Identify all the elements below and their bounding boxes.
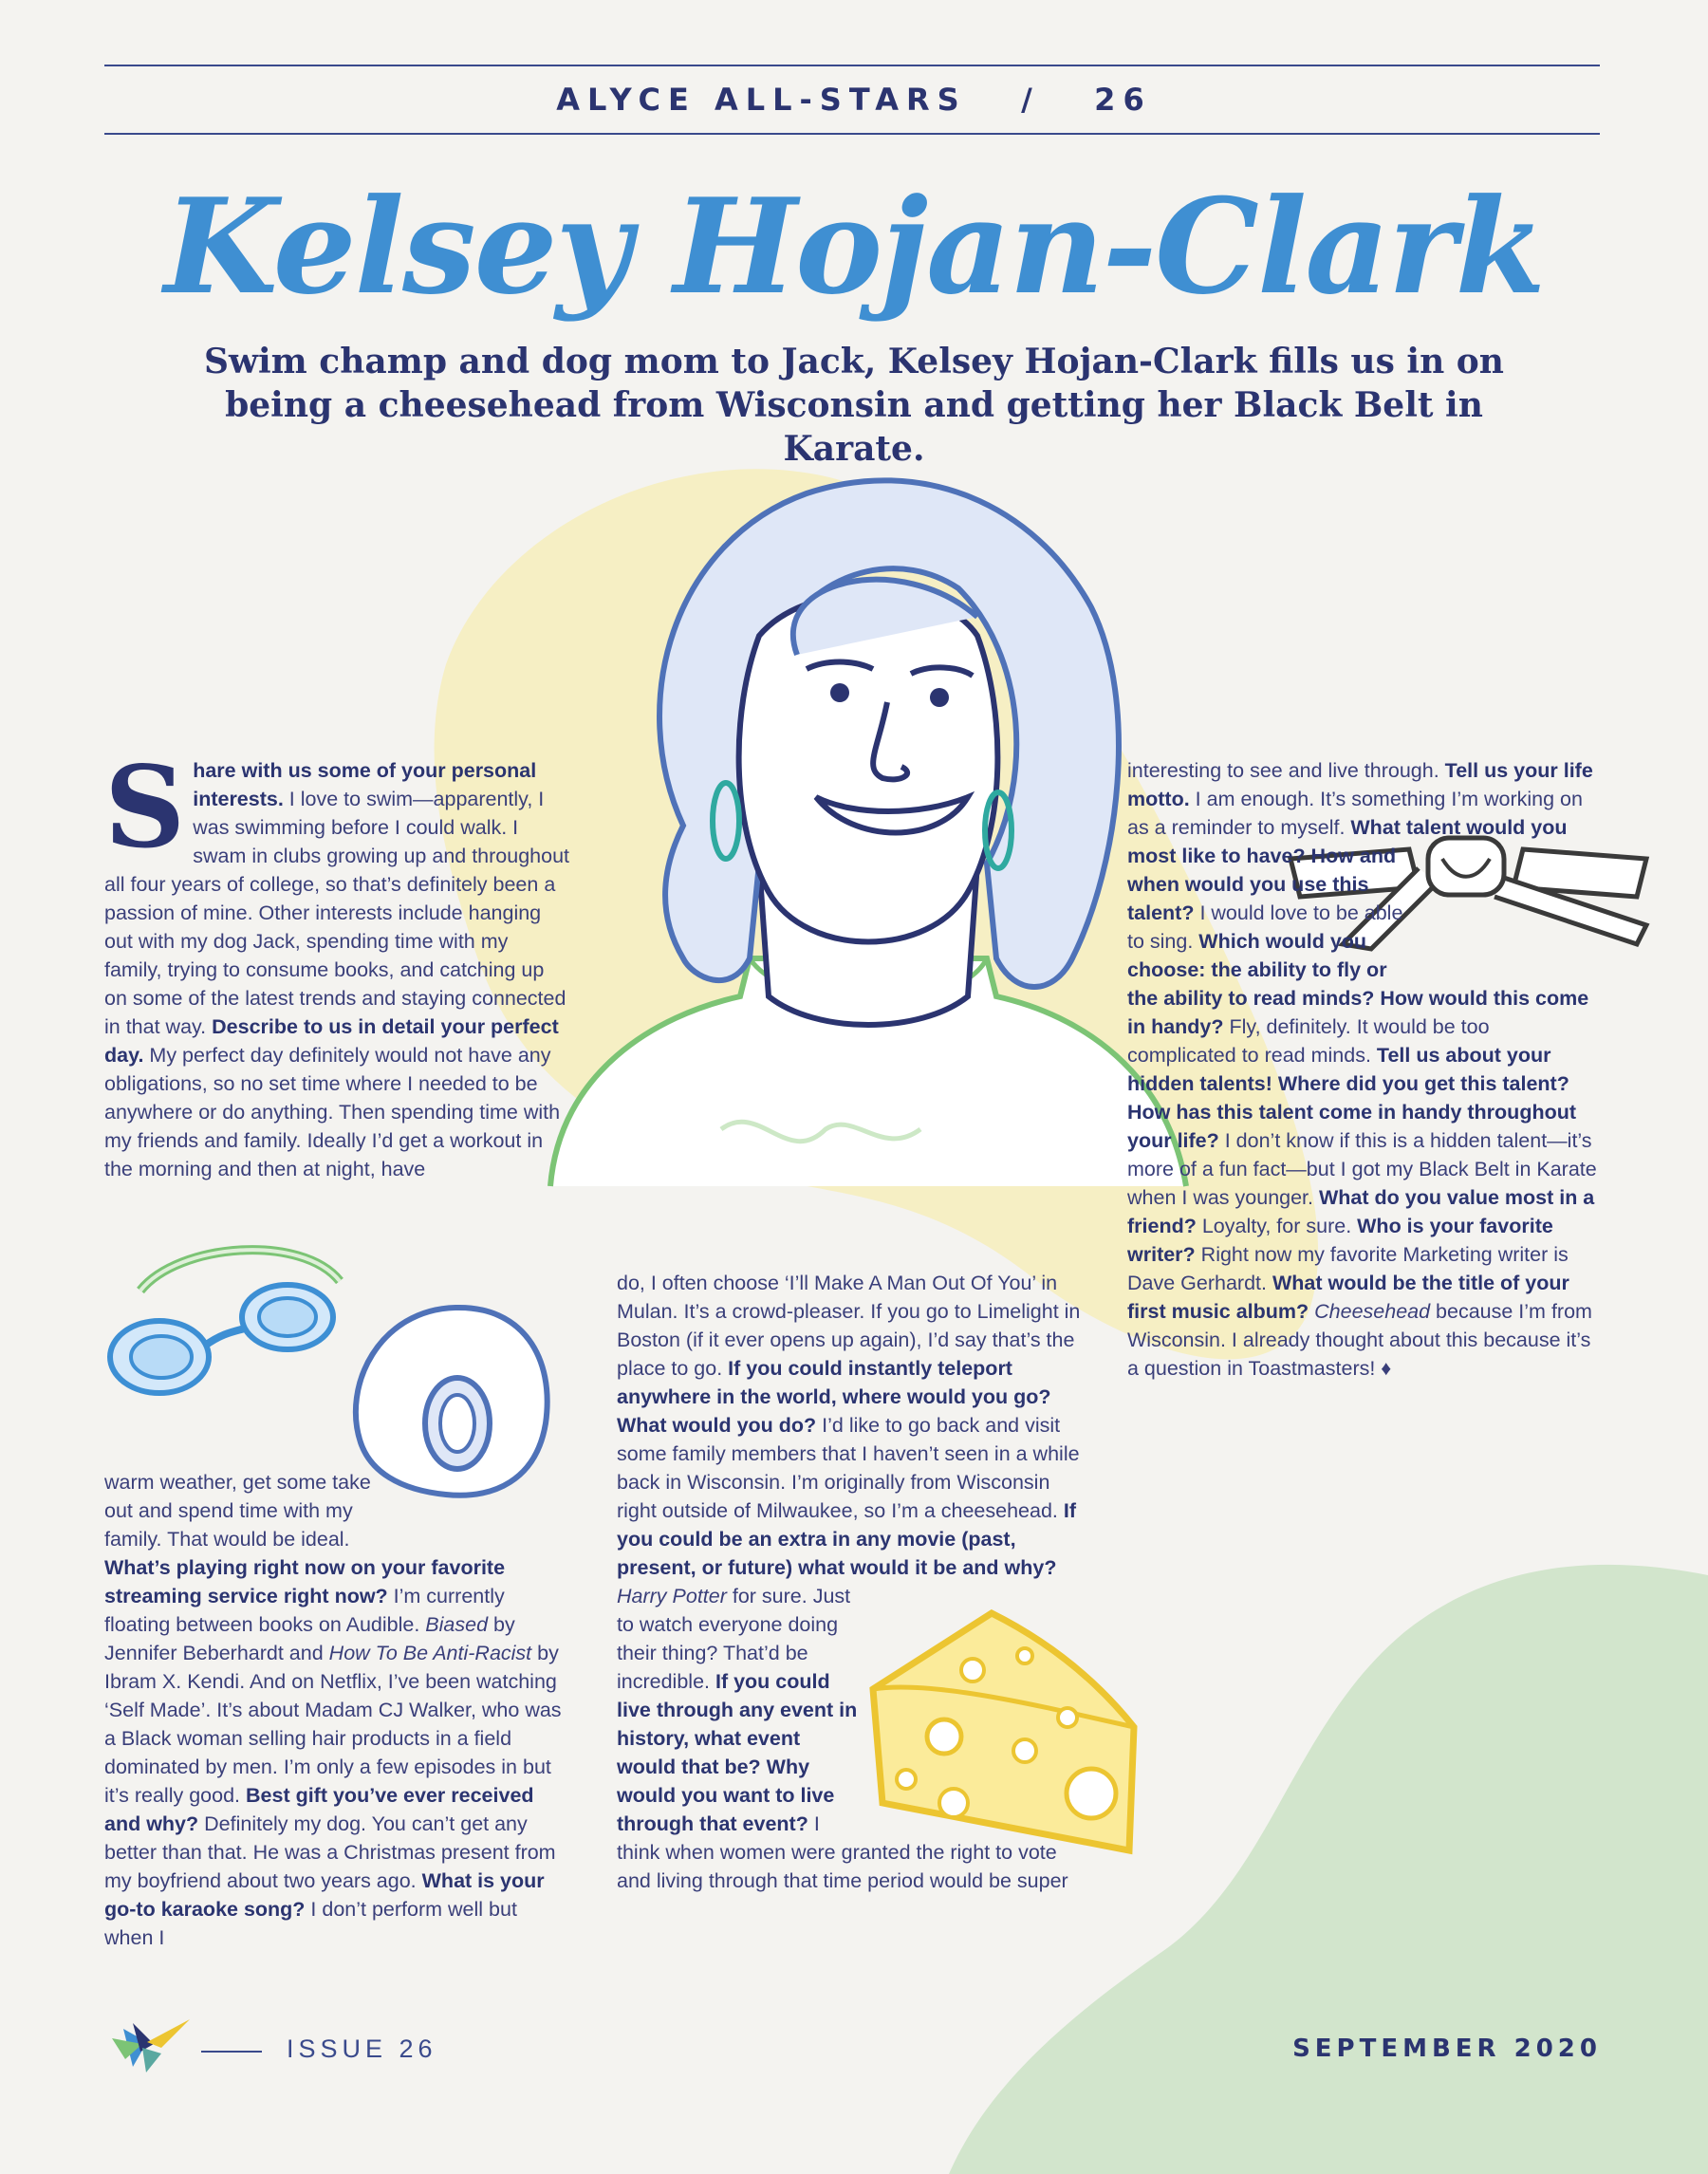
answer-text: I am enough. It’s something I’m working on as a reminder to myself. bbox=[1127, 788, 1583, 839]
page-subtitle: Swim champ and dog mom to Jack, Kelsey Hojan-Clark fills us in on being a cheesehead from Wisconsin and getting her Black Belt in Karate. bbox=[204, 342, 1504, 469]
page-title: Kelsey Hojan-Clark bbox=[163, 169, 1545, 324]
answer-text: My perfect day definitely would not have any obligations, so no set time where I needed to be anywhere or do anything. Then spending time with my friends and family. Ideally I’d get a workout in the morning and then at night, have bbox=[104, 1044, 561, 1180]
answer-text: for sure. Just to watch everyone doing their thing? That’d be incredible. bbox=[617, 1585, 851, 1693]
swim-goggles-illustration bbox=[102, 1234, 349, 1414]
page-number: 26 bbox=[1094, 82, 1152, 118]
question-text: Tell us your life motto. bbox=[1127, 759, 1593, 810]
answer-text: do, I often choose ‘I’ll Make A Man Out Of You’ in Mulan. It’s a crowd-pleaser. If you go to Limelight in Boston (if it ever opens up again), I’d say that’s the place to go. bbox=[617, 1272, 1081, 1380]
question-text: Tell us about your hidden talents! Where did you get this talent? How has this talent come in handy throughout your life? bbox=[1127, 1044, 1577, 1152]
portrait-illustration bbox=[541, 465, 1196, 1205]
alyce-hummingbird-logo bbox=[104, 2010, 195, 2076]
article-column-1-top bbox=[104, 741, 570, 1183]
footer-rule bbox=[201, 2051, 262, 2053]
answer-text: I would love to be able to sing. bbox=[1127, 901, 1403, 953]
question-text: hare with us some of your personal interests. bbox=[193, 759, 537, 810]
question-text: What’s playing right now on your favorite streaming service right now? bbox=[104, 1556, 506, 1607]
answer-text: I don’t perform well but when I bbox=[104, 1898, 517, 1949]
footer-issue: ISSUE 26 bbox=[287, 2035, 437, 2063]
answer-text: I’d like to go back and visit some family members that I haven’t seen in a while back in Wisconsin. I’m originally from Wisconsin right outside of Milwaukee, so I’m a cheesehead. bbox=[617, 1414, 1080, 1522]
header-rule bbox=[104, 133, 1600, 135]
title-text: How To Be Anti-Racist bbox=[328, 1642, 532, 1664]
answer-text: I’m currently floating between books on Audible. bbox=[104, 1585, 505, 1636]
question-text: What is your go-to karaoke song? bbox=[104, 1869, 545, 1921]
top-rule bbox=[104, 65, 1600, 66]
answer-text: Right now my favorite Marketing writer is Dave Gerhardt. bbox=[1127, 1243, 1569, 1294]
article-text-col1-bottom bbox=[104, 1468, 569, 1952]
question-text: Which would you choose: the ability to fly or the ability to read minds? How would this come in handy? bbox=[1127, 930, 1589, 1038]
section-name: ALYCE ALL-STARS bbox=[556, 82, 967, 118]
answer-text: warm weather, get some take out and spend time with my family. That would be ideal. bbox=[104, 1471, 371, 1551]
article-column-1-bottom bbox=[104, 1468, 569, 1952]
answer-text: by Jennifer Beberhardt and bbox=[104, 1613, 515, 1664]
title-text: Harry Potter bbox=[617, 1585, 727, 1607]
question-text: Who is your favorite writer? bbox=[1127, 1215, 1553, 1266]
question-text: What talent would you most like to have? How and when would you use this talent? bbox=[1127, 816, 1568, 924]
article-column-2 bbox=[617, 1269, 1091, 1895]
drop-cap: S bbox=[104, 741, 186, 873]
question-text: Describe to us in detail your perfect day. bbox=[104, 1015, 559, 1067]
question-text: Best gift you’ve ever received and why? bbox=[104, 1784, 534, 1835]
question-text: What would be the title of your first music album? bbox=[1127, 1272, 1569, 1323]
question-text: What do you value most in a friend? bbox=[1127, 1186, 1595, 1237]
section-header bbox=[0, 82, 1708, 118]
answer-text: Loyalty, for sure. bbox=[1196, 1215, 1358, 1237]
answer-text: I don’t know if this is a hidden talent—it’s more of a fun fact—but I got my Black Belt in Karate when I was younger. bbox=[1127, 1129, 1597, 1209]
answer-text: I think when women were granted the right to vote and living through that time period would be super bbox=[617, 1812, 1068, 1892]
answer-text: Definitely my dog. You can’t get any better than that. He was a Christmas present from my boyfriend about two years ago. bbox=[104, 1812, 556, 1892]
title-text: Biased bbox=[425, 1613, 489, 1636]
header-separator: / bbox=[1021, 82, 1040, 118]
article-column-3 bbox=[1127, 756, 1602, 1383]
footer-date: SEPTEMBER 2020 bbox=[1292, 2035, 1602, 2063]
answer-text: by Ibram X. Kendi. And on Netflix, I’ve been watching ‘Self Made’. It’s about Madam CJ Walker, who was a Black woman selling hair products in a field dominated by men. I’m only a few episodes in but it’s really good. bbox=[104, 1642, 562, 1807]
question-text: If you could be an extra in any movie (past, present, or future) what would it be and why? bbox=[617, 1499, 1077, 1579]
answer-text: interesting to see and live through. bbox=[1127, 759, 1445, 782]
question-text: If you could live through any event in history, what event would that be? Why would you want to live through that event? bbox=[617, 1670, 858, 1835]
title-text: Cheesehead bbox=[1314, 1300, 1431, 1323]
question-text: If you could instantly teleport anywhere in the world, where would you go? What would you do? bbox=[617, 1357, 1051, 1437]
answer-text: because I’m from Wisconsin. I already thought about this because it’s a question in Toastmasters! ♦ bbox=[1127, 1300, 1592, 1380]
answer-text: Fly, definitely. It would be too complicated to read minds. bbox=[1127, 1015, 1490, 1067]
answer-text: I love to swim—apparently, I was swimming before I could walk. I swam in clubs growing up and throughout all four years of college, so that’s definitely been a passion of mine. Other interests include hanging out with my dog Jack, spending time with my family, trying to consume books, and catching up on some of the latest trends and staying connected in that way. bbox=[104, 788, 570, 1038]
